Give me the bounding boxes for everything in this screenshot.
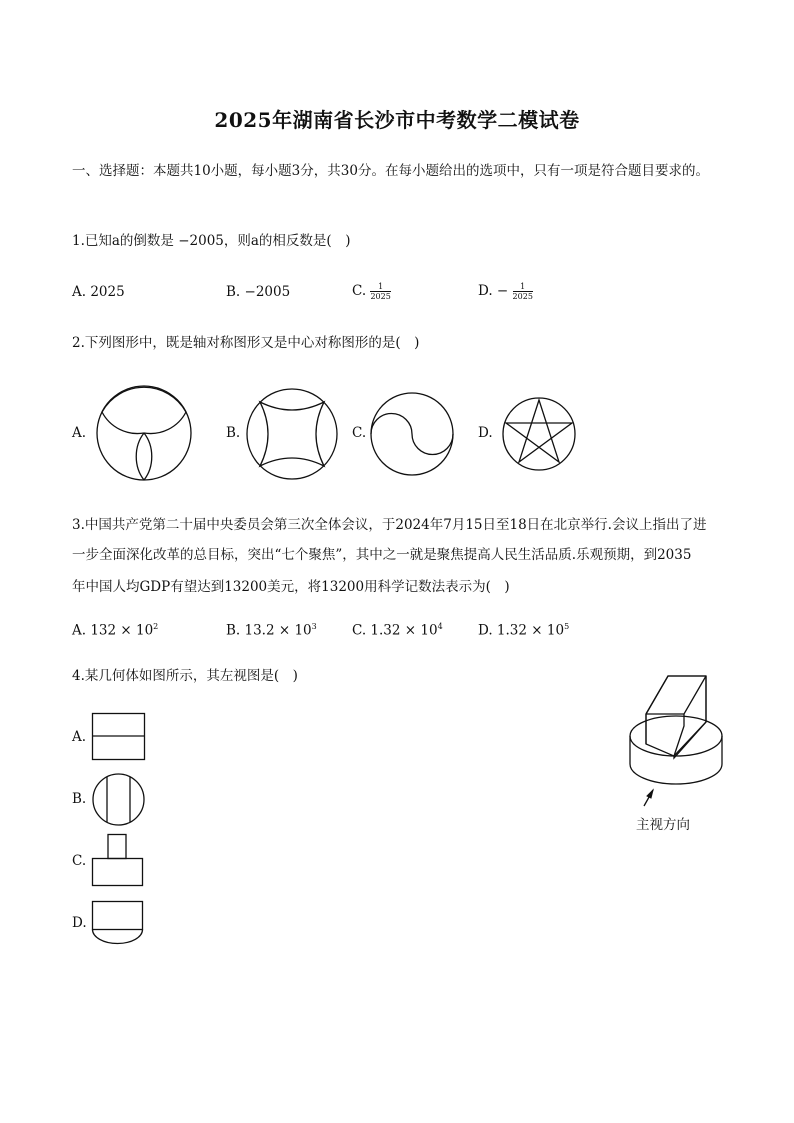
q2-option-b-label: B. <box>226 425 241 441</box>
q1-option-b: B. −2005 <box>226 284 291 300</box>
q2-option-c-label: C. <box>352 425 367 441</box>
q1-option-c-fraction <box>370 282 390 301</box>
q4-option-a-label: A. <box>72 729 87 745</box>
q3-option-a-text: A. 132 × 10 <box>72 622 154 639</box>
page-title: 2025年湖南省长沙市中考数学二模试卷 <box>214 108 580 132</box>
q4-option-b-label: B. <box>72 791 87 807</box>
question-1-stem: 1.已知a的倒数是 −2005，则a的相反数是( ) <box>72 233 351 249</box>
exponent: 4 <box>437 622 443 631</box>
q2-figure-d-star-in-circle <box>502 397 576 471</box>
exponent: 2 <box>153 622 159 631</box>
q3-option-c-text: C. 1.32 × 10 <box>352 622 438 639</box>
q3-option-a <box>72 622 158 639</box>
q3-option-c <box>352 622 443 639</box>
q4-figure-a-split-rectangle <box>92 713 146 761</box>
exponent: 3 <box>311 622 317 631</box>
question-3-line-2: 一步全面深化改革的总目标，突出“七个聚焦”，其中之一就是聚焦提高人民生活品质.乐观预期，到2035 <box>72 547 692 563</box>
q2-option-a-label: A. <box>72 425 87 441</box>
question-3-line-1: 3.中国共产党第二十届中央委员会第三次全体会议，于2024年7月15日至18日在北京举行.会议上指出了进 <box>72 517 707 533</box>
fraction-denominator: 2025 <box>512 292 533 301</box>
q4-figure-b-circle-with-lines <box>92 773 146 827</box>
question-4-stem: 4.某几何体如图所示，其左视图是( ) <box>72 668 298 684</box>
q2-figure-b-concave-square <box>246 388 338 480</box>
fraction-numerator: 1 <box>370 282 390 292</box>
question-3-line-3: 年中国人均GDP有望达到13200美元，将13200用科学记数法表示为( ) <box>72 579 510 595</box>
question-2-stem: 2.下列图形中，既是轴对称图形又是中心对称图形的是( ) <box>72 335 420 351</box>
q1-option-c-label: C. <box>352 283 367 299</box>
q3-option-b-text: B. 13.2 × 10 <box>226 622 312 639</box>
fraction-denominator: 2025 <box>370 292 391 301</box>
q4-option-d-label: D. <box>72 915 87 931</box>
q3-option-d <box>478 622 569 639</box>
q2-figure-a-three-arcs <box>96 385 192 481</box>
q2-figure-c-s-curve <box>370 392 454 476</box>
q1-option-a: A. 2025 <box>72 284 125 300</box>
q4-figure-c-stacked-rectangles <box>92 834 146 888</box>
q4-figure-d-rect-semicircle <box>92 901 146 947</box>
q4-solid-figure <box>620 672 732 812</box>
q2-option-d-label: D. <box>478 425 493 441</box>
exponent: 5 <box>564 622 570 631</box>
q3-option-b <box>226 622 317 639</box>
section-heading: 一、选择题：本题共10小题，每小题3分，共30分。在每小题给出的选项中，只有一项是符合题目要求的。 <box>72 163 709 179</box>
q1-option-c <box>352 282 391 301</box>
q1-option-d-label: D. − <box>478 283 509 299</box>
q3-option-d-text: D. 1.32 × 10 <box>478 622 565 639</box>
fraction-numerator: 1 <box>513 282 533 292</box>
q1-option-d-fraction <box>513 282 533 301</box>
q1-option-d <box>478 282 533 301</box>
q4-option-c-label: C. <box>72 853 87 869</box>
view-direction-label: 主视方向 <box>636 817 690 833</box>
